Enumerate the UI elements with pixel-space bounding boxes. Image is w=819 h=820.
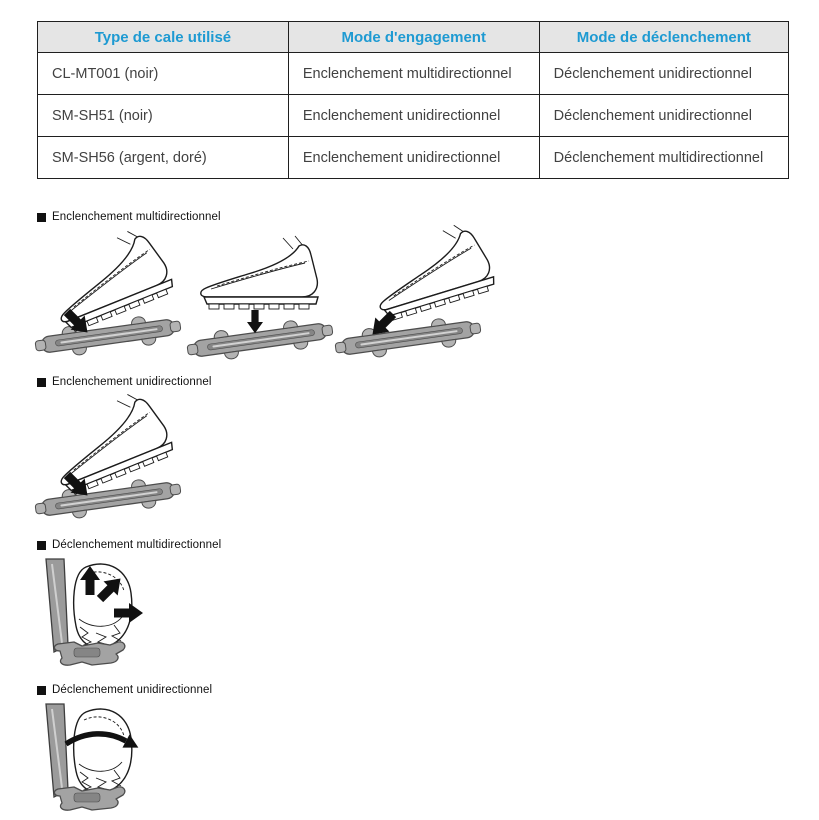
table-header-row: [38, 22, 789, 53]
cleat-mode-table-wrap: [37, 21, 789, 179]
section-label-release-unidirectional: [37, 684, 212, 696]
cell-cleat-type: SM-SH56 (argent, doré): [38, 137, 289, 179]
col-header-cleat-type: Type de cale utilisé: [38, 22, 289, 53]
heel-on-pedal-arrows-up-upright-right-illustration: [30, 555, 145, 667]
shoe: [364, 218, 497, 322]
cell-release-mode: Déclenchement unidirectionnel: [539, 95, 788, 137]
heel-on-pedal-curved-arrow-right-illustration: [30, 700, 145, 812]
shoe: [201, 236, 318, 309]
engagement-unidirectional-figures: [33, 393, 183, 521]
shoe-step-in-angled-arrow-down-right-illustration: [33, 230, 183, 358]
section-label-text: Déclenchement multidirectionnel: [52, 539, 222, 551]
black-square-bullet-icon: [37, 213, 46, 222]
cell-release-mode: Déclenchement multidirectionnel: [539, 137, 788, 179]
spd-pedal: [34, 474, 183, 524]
cell-engagement-mode: Enclenchement unidirectionnel: [288, 95, 539, 137]
black-square-bullet-icon: [37, 541, 46, 550]
shoe: [40, 386, 176, 498]
black-square-bullet-icon: [37, 686, 46, 695]
cell-engagement-mode: Enclenchement multidirectionnel: [288, 53, 539, 95]
arrow-down-icon: [247, 310, 263, 333]
spd-pedal: [34, 311, 183, 361]
black-square-bullet-icon: [37, 378, 46, 387]
section-label-release-multidirectional: [37, 539, 221, 551]
engagement-multidirectional-figures: [33, 230, 487, 358]
release-multidirectional-figures: [30, 555, 145, 667]
table-row: [38, 95, 789, 137]
shoe-step-in-angled-arrow-down-left-illustration: [337, 230, 487, 358]
table-row: [38, 137, 789, 179]
cell-cleat-type: SM-SH51 (noir): [38, 95, 289, 137]
cell-release-mode: Déclenchement unidirectionnel: [539, 53, 788, 95]
section-label-engagement-multidirectional: [37, 211, 221, 223]
cell-cleat-type: CL-MT001 (noir): [38, 53, 289, 95]
section-label-engagement-unidirectional: [37, 376, 212, 388]
crank-pedal-heel-scene: [46, 704, 132, 810]
col-header-engagement-mode: Mode d'engagement: [288, 22, 539, 53]
section-label-text: Déclenchement unidirectionnel: [52, 684, 213, 696]
shoe-step-in-arrow-straight-down-illustration: [185, 230, 335, 358]
spd-pedal: [334, 313, 483, 363]
table-row: [38, 53, 789, 95]
shoe-step-in-angled-arrow-down-right-illustration: [33, 393, 183, 521]
cleat-mode-table: [37, 21, 789, 179]
release-unidirectional-figures: [30, 700, 145, 812]
shoe: [40, 223, 176, 335]
col-header-release-mode: Mode de déclenchement: [539, 22, 788, 53]
section-label-text: Enclenchement unidirectionnel: [52, 376, 212, 388]
section-label-text: Enclenchement multidirectionnel: [52, 211, 221, 223]
cell-engagement-mode: Enclenchement unidirectionnel: [288, 137, 539, 179]
